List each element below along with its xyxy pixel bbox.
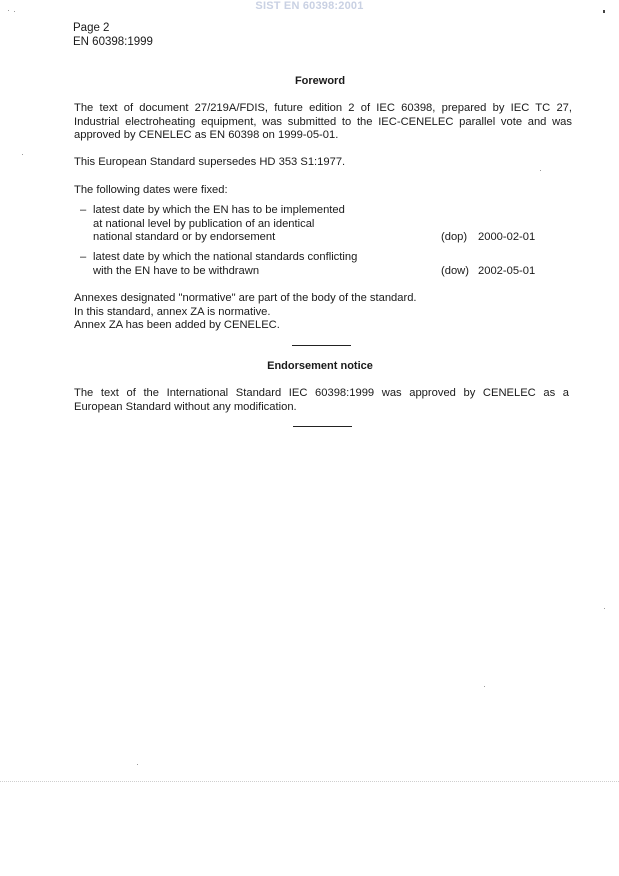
list-item-dop [93,204,345,245]
list-bullet: – [80,251,87,263]
list-item-line: national standard or by endorsement [93,231,276,244]
page-header [73,21,153,49]
scan-speck [22,154,23,155]
annex-statement [74,292,574,333]
scan-speck [14,11,15,12]
endorsement-title: Endorsement notice [267,360,373,372]
scan-speck [540,170,541,171]
dates-intro: The following dates were fixed: [74,184,228,196]
page-number: Page 2 [73,22,110,34]
foreword-intro [74,102,572,143]
scan-speck [603,10,605,13]
scan-line [0,781,619,782]
intro-line: Industrial electroheating equipment, was submitted to the IEC-CENELEC parallel vote and was [74,115,572,128]
scan-speck [8,10,9,11]
list-item-dow [93,251,357,278]
list-bullet: – [80,204,87,216]
scan-speck [484,686,485,687]
annex-line: Annex ZA has been added by CENELEC. [74,319,280,332]
dop-code: (dop) [441,231,468,243]
endorsement-line: European Standard without any modification. [74,400,297,413]
supersedes-statement: This European Standard supersedes HD 353 S1:1977. [74,156,346,168]
watermark: SIST EN 60398:2001 [255,0,364,12]
intro-line: The text of document 27/219A/FDIS, future edition 2 of IEC 60398, prepared by IEC TC 27, [74,102,572,114]
annex-line: Annexes designated "normative" are part of the body of the standard. [74,292,417,304]
intro-line: approved by CENELEC as EN 60398 on 1999-05-01. [74,129,339,142]
section-divider [292,345,351,346]
list-item-line: at national level by publication of an identical [93,217,315,230]
scan-speck [137,764,138,765]
dop-date: 2000-02-01 [478,231,536,243]
endorsement-text [74,387,569,414]
foreword-title: Foreword [294,75,346,87]
endorsement-line: The text of the International Standard IEC 60398:1999 was approved by CENELEC as a [74,387,569,399]
dow-date: 2002-05-01 [478,265,536,277]
list-item-line: latest date by which the EN has to be implemented [93,204,345,216]
section-divider [293,426,352,427]
scan-speck [604,608,605,609]
dow-code: (dow) [441,265,469,277]
document-id: EN 60398:1999 [73,36,153,48]
list-item-line: with the EN have to be withdrawn [93,264,260,277]
list-item-line: latest date by which the national standards conflicting [93,251,358,263]
annex-line: In this standard, annex ZA is normative. [74,305,271,318]
